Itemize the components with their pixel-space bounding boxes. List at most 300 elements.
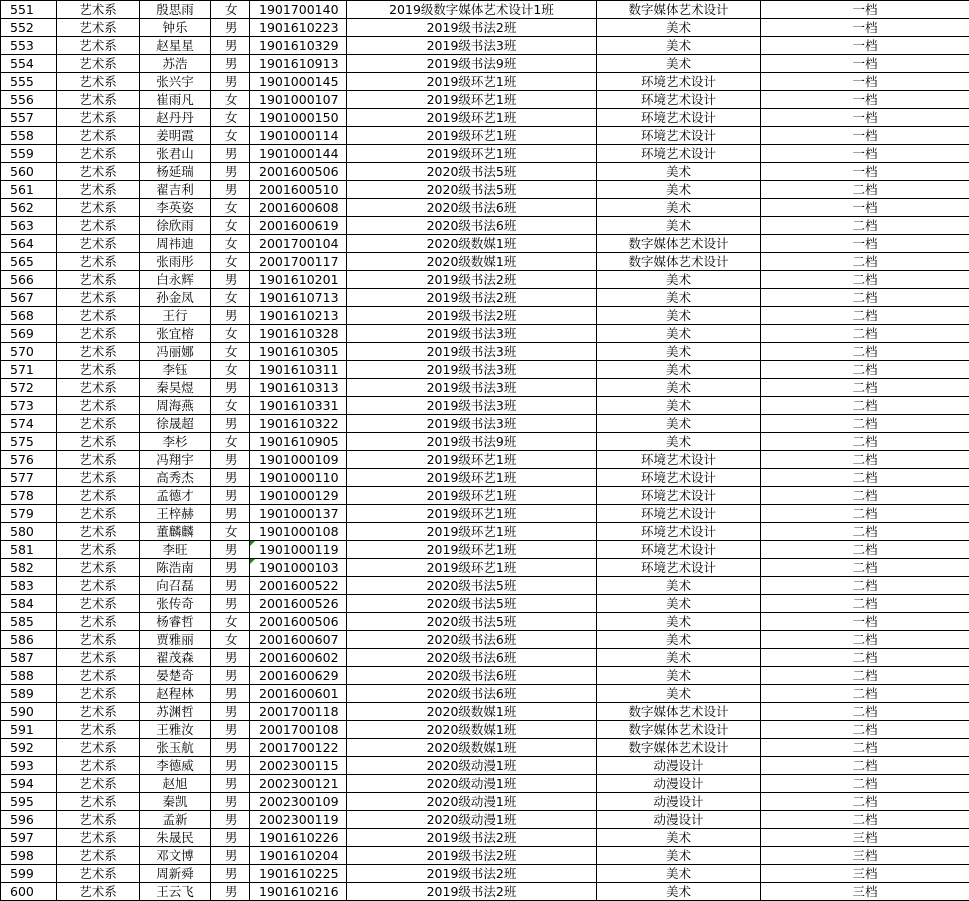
gender-cell[interactable]: 女 <box>211 397 250 415</box>
name-cell[interactable]: 董麟麟 <box>140 523 211 541</box>
class-cell[interactable]: 2019级数字媒体艺术设计1班 <box>347 1 597 19</box>
grade-level-cell[interactable]: 三档 <box>761 829 969 847</box>
student-id-cell[interactable]: 2001600629 <box>250 667 347 685</box>
gender-cell[interactable]: 男 <box>211 703 250 721</box>
major-cell[interactable]: 美术 <box>597 271 761 289</box>
gender-cell[interactable]: 男 <box>211 757 250 775</box>
table-row[interactable] <box>1 577 969 595</box>
department-cell[interactable]: 艺术系 <box>57 343 140 361</box>
row-number-cell[interactable]: 554 <box>1 55 57 73</box>
row-number-cell[interactable]: 552 <box>1 19 57 37</box>
class-cell[interactable]: 2019级书法2班 <box>347 883 597 901</box>
major-cell[interactable]: 数字媒体艺术设计 <box>597 739 761 757</box>
major-cell[interactable]: 美术 <box>597 397 761 415</box>
student-id-cell[interactable]: 1901610216 <box>250 883 347 901</box>
name-cell[interactable]: 冯丽娜 <box>140 343 211 361</box>
student-id-cell[interactable]: 1901610713 <box>250 289 347 307</box>
student-id-cell[interactable]: 2001600607 <box>250 631 347 649</box>
grade-level-cell[interactable]: 二档 <box>761 577 969 595</box>
major-cell[interactable]: 美术 <box>597 433 761 451</box>
department-cell[interactable]: 艺术系 <box>57 847 140 865</box>
table-row[interactable] <box>1 703 969 721</box>
row-number-cell[interactable]: 588 <box>1 667 57 685</box>
row-number-cell[interactable]: 568 <box>1 307 57 325</box>
table-row[interactable] <box>1 469 969 487</box>
grade-level-cell[interactable]: 二档 <box>761 667 969 685</box>
major-cell[interactable]: 美术 <box>597 343 761 361</box>
grade-level-cell[interactable]: 一档 <box>761 19 969 37</box>
class-cell[interactable]: 2019级环艺1班 <box>347 505 597 523</box>
name-cell[interactable]: 杨延瑞 <box>140 163 211 181</box>
row-number-cell[interactable]: 573 <box>1 397 57 415</box>
table-row[interactable] <box>1 523 969 541</box>
gender-cell[interactable]: 男 <box>211 577 250 595</box>
class-cell[interactable]: 2019级书法3班 <box>347 325 597 343</box>
student-id-cell[interactable]: 1901610913 <box>250 55 347 73</box>
name-cell[interactable]: 秦凯 <box>140 793 211 811</box>
student-id-cell[interactable]: 2001700122 <box>250 739 347 757</box>
student-id-cell[interactable]: 2001600608 <box>250 199 347 217</box>
class-cell[interactable]: 2020级动漫1班 <box>347 793 597 811</box>
department-cell[interactable]: 艺术系 <box>57 127 140 145</box>
department-cell[interactable]: 艺术系 <box>57 217 140 235</box>
table-row[interactable] <box>1 685 969 703</box>
class-cell[interactable]: 2019级书法2班 <box>347 847 597 865</box>
table-row[interactable] <box>1 307 969 325</box>
major-cell[interactable]: 美术 <box>597 865 761 883</box>
department-cell[interactable]: 艺术系 <box>57 361 140 379</box>
class-cell[interactable]: 2020级动漫1班 <box>347 811 597 829</box>
major-cell[interactable]: 动漫设计 <box>597 793 761 811</box>
class-cell[interactable]: 2019级书法2班 <box>347 271 597 289</box>
student-id-cell[interactable]: 2001700108 <box>250 721 347 739</box>
department-cell[interactable]: 艺术系 <box>57 253 140 271</box>
row-number-cell[interactable]: 590 <box>1 703 57 721</box>
table-row[interactable] <box>1 541 969 559</box>
student-id-cell[interactable]: 2002300109 <box>250 793 347 811</box>
table-row[interactable] <box>1 73 969 91</box>
gender-cell[interactable]: 男 <box>211 541 250 559</box>
class-cell[interactable]: 2019级环艺1班 <box>347 127 597 145</box>
major-cell[interactable]: 环境艺术设计 <box>597 523 761 541</box>
table-row[interactable] <box>1 739 969 757</box>
class-cell[interactable]: 2020级书法5班 <box>347 577 597 595</box>
grade-level-cell[interactable]: 二档 <box>761 559 969 577</box>
gender-cell[interactable]: 男 <box>211 595 250 613</box>
student-id-cell[interactable]: 2001600619 <box>250 217 347 235</box>
department-cell[interactable]: 艺术系 <box>57 757 140 775</box>
name-cell[interactable]: 杨睿哲 <box>140 613 211 631</box>
name-cell[interactable]: 翟吉利 <box>140 181 211 199</box>
class-cell[interactable]: 2019级环艺1班 <box>347 523 597 541</box>
major-cell[interactable]: 数字媒体艺术设计 <box>597 703 761 721</box>
row-number-cell[interactable]: 585 <box>1 613 57 631</box>
major-cell[interactable]: 美术 <box>597 415 761 433</box>
department-cell[interactable]: 艺术系 <box>57 235 140 253</box>
department-cell[interactable]: 艺术系 <box>57 505 140 523</box>
major-cell[interactable]: 数字媒体艺术设计 <box>597 1 761 19</box>
major-cell[interactable]: 环境艺术设计 <box>597 109 761 127</box>
name-cell[interactable]: 李杉 <box>140 433 211 451</box>
name-cell[interactable]: 晏楚奇 <box>140 667 211 685</box>
student-id-cell[interactable]: 1901610225 <box>250 865 347 883</box>
grade-level-cell[interactable]: 二档 <box>761 325 969 343</box>
class-cell[interactable]: 2020级书法5班 <box>347 181 597 199</box>
major-cell[interactable]: 动漫设计 <box>597 775 761 793</box>
grade-level-cell[interactable]: 一档 <box>761 613 969 631</box>
department-cell[interactable]: 艺术系 <box>57 649 140 667</box>
table-row[interactable] <box>1 559 969 577</box>
grade-level-cell[interactable]: 二档 <box>761 181 969 199</box>
major-cell[interactable]: 美术 <box>597 649 761 667</box>
name-cell[interactable]: 张玉航 <box>140 739 211 757</box>
class-cell[interactable]: 2019级环艺1班 <box>347 451 597 469</box>
class-cell[interactable]: 2020级数媒1班 <box>347 721 597 739</box>
class-cell[interactable]: 2020级书法6班 <box>347 685 597 703</box>
row-number-cell[interactable]: 571 <box>1 361 57 379</box>
table-row[interactable] <box>1 235 969 253</box>
row-number-cell[interactable]: 558 <box>1 127 57 145</box>
name-cell[interactable]: 王行 <box>140 307 211 325</box>
major-cell[interactable]: 环境艺术设计 <box>597 91 761 109</box>
table-row[interactable] <box>1 163 969 181</box>
department-cell[interactable]: 艺术系 <box>57 559 140 577</box>
name-cell[interactable]: 周海燕 <box>140 397 211 415</box>
grade-level-cell[interactable]: 一档 <box>761 1 969 19</box>
table-row[interactable] <box>1 811 969 829</box>
major-cell[interactable]: 环境艺术设计 <box>597 127 761 145</box>
grade-level-cell[interactable]: 二档 <box>761 253 969 271</box>
grade-level-cell[interactable]: 一档 <box>761 163 969 181</box>
major-cell[interactable]: 环境艺术设计 <box>597 559 761 577</box>
gender-cell[interactable]: 男 <box>211 55 250 73</box>
gender-cell[interactable]: 男 <box>211 469 250 487</box>
grade-level-cell[interactable]: 二档 <box>761 469 969 487</box>
name-cell[interactable]: 李钰 <box>140 361 211 379</box>
row-number-cell[interactable]: 556 <box>1 91 57 109</box>
department-cell[interactable]: 艺术系 <box>57 181 140 199</box>
grade-level-cell[interactable]: 二档 <box>761 757 969 775</box>
student-id-cell[interactable]: 1901000108 <box>250 523 347 541</box>
student-id-cell[interactable]: 1901000129 <box>250 487 347 505</box>
class-cell[interactable]: 2019级环艺1班 <box>347 109 597 127</box>
gender-cell[interactable]: 男 <box>211 415 250 433</box>
table-row[interactable] <box>1 595 969 613</box>
class-cell[interactable]: 2019级书法2班 <box>347 865 597 883</box>
major-cell[interactable]: 美术 <box>597 613 761 631</box>
department-cell[interactable]: 艺术系 <box>57 523 140 541</box>
class-cell[interactable]: 2019级环艺1班 <box>347 91 597 109</box>
major-cell[interactable]: 美术 <box>597 595 761 613</box>
gender-cell[interactable]: 男 <box>211 505 250 523</box>
class-cell[interactable]: 2019级书法9班 <box>347 433 597 451</box>
student-id-cell[interactable]: 2001700118 <box>250 703 347 721</box>
table-row[interactable] <box>1 37 969 55</box>
table-row[interactable] <box>1 433 969 451</box>
row-number-cell[interactable]: 560 <box>1 163 57 181</box>
major-cell[interactable]: 美术 <box>597 181 761 199</box>
student-id-cell[interactable]: 2001600506 <box>250 163 347 181</box>
student-id-cell[interactable]: 1901610331 <box>250 397 347 415</box>
department-cell[interactable]: 艺术系 <box>57 433 140 451</box>
student-id-cell[interactable]: 2001600602 <box>250 649 347 667</box>
major-cell[interactable]: 环境艺术设计 <box>597 487 761 505</box>
grade-level-cell[interactable]: 二档 <box>761 505 969 523</box>
name-cell[interactable]: 李德威 <box>140 757 211 775</box>
row-number-cell[interactable]: 584 <box>1 595 57 613</box>
row-number-cell[interactable]: 570 <box>1 343 57 361</box>
name-cell[interactable]: 王梓赫 <box>140 505 211 523</box>
class-cell[interactable]: 2019级环艺1班 <box>347 145 597 163</box>
class-cell[interactable]: 2020级书法5班 <box>347 163 597 181</box>
gender-cell[interactable]: 男 <box>211 163 250 181</box>
name-cell[interactable]: 张兴宇 <box>140 73 211 91</box>
major-cell[interactable]: 美术 <box>597 55 761 73</box>
gender-cell[interactable]: 女 <box>211 235 250 253</box>
table-row[interactable] <box>1 505 969 523</box>
department-cell[interactable]: 艺术系 <box>57 865 140 883</box>
major-cell[interactable]: 美术 <box>597 883 761 901</box>
class-cell[interactable]: 2019级书法3班 <box>347 397 597 415</box>
grade-level-cell[interactable]: 二档 <box>761 793 969 811</box>
row-number-cell[interactable]: 597 <box>1 829 57 847</box>
row-number-cell[interactable]: 564 <box>1 235 57 253</box>
name-cell[interactable]: 高秀杰 <box>140 469 211 487</box>
name-cell[interactable]: 苏渊哲 <box>140 703 211 721</box>
major-cell[interactable]: 美术 <box>597 289 761 307</box>
table-row[interactable] <box>1 631 969 649</box>
table-row[interactable] <box>1 487 969 505</box>
major-cell[interactable]: 环境艺术设计 <box>597 145 761 163</box>
student-id-cell[interactable]: 1901610322 <box>250 415 347 433</box>
student-id-cell[interactable]: 2001600506 <box>250 613 347 631</box>
major-cell[interactable]: 美术 <box>597 199 761 217</box>
name-cell[interactable]: 姜明霞 <box>140 127 211 145</box>
major-cell[interactable]: 美术 <box>597 685 761 703</box>
table-row[interactable] <box>1 451 969 469</box>
class-cell[interactable]: 2019级书法3班 <box>347 361 597 379</box>
table-row[interactable] <box>1 91 969 109</box>
row-number-cell[interactable]: 566 <box>1 271 57 289</box>
gender-cell[interactable]: 男 <box>211 271 250 289</box>
gender-cell[interactable]: 男 <box>211 379 250 397</box>
department-cell[interactable]: 艺术系 <box>57 541 140 559</box>
gender-cell[interactable]: 女 <box>211 361 250 379</box>
name-cell[interactable]: 李旺 <box>140 541 211 559</box>
student-id-cell[interactable]: 1901700140 <box>250 1 347 19</box>
major-cell[interactable]: 美术 <box>597 325 761 343</box>
table-row[interactable] <box>1 649 969 667</box>
row-number-cell[interactable]: 579 <box>1 505 57 523</box>
grade-level-cell[interactable]: 二档 <box>761 541 969 559</box>
major-cell[interactable]: 环境艺术设计 <box>597 73 761 91</box>
class-cell[interactable]: 2019级书法3班 <box>347 379 597 397</box>
grade-level-cell[interactable]: 二档 <box>761 361 969 379</box>
name-cell[interactable]: 张君山 <box>140 145 211 163</box>
major-cell[interactable]: 动漫设计 <box>597 757 761 775</box>
table-row[interactable] <box>1 415 969 433</box>
grade-level-cell[interactable]: 一档 <box>761 199 969 217</box>
grade-level-cell[interactable]: 三档 <box>761 865 969 883</box>
gender-cell[interactable]: 女 <box>211 523 250 541</box>
major-cell[interactable]: 美术 <box>597 163 761 181</box>
gender-cell[interactable]: 女 <box>211 91 250 109</box>
class-cell[interactable]: 2020级书法6班 <box>347 217 597 235</box>
name-cell[interactable]: 孙金凤 <box>140 289 211 307</box>
department-cell[interactable]: 艺术系 <box>57 829 140 847</box>
gender-cell[interactable]: 女 <box>211 631 250 649</box>
table-row[interactable] <box>1 865 969 883</box>
table-row[interactable] <box>1 199 969 217</box>
table-row[interactable] <box>1 127 969 145</box>
department-cell[interactable]: 艺术系 <box>57 271 140 289</box>
student-id-cell[interactable]: 1901000145 <box>250 73 347 91</box>
gender-cell[interactable]: 女 <box>211 217 250 235</box>
department-cell[interactable]: 艺术系 <box>57 451 140 469</box>
student-id-cell[interactable]: 2001700104 <box>250 235 347 253</box>
student-id-cell[interactable]: 2001600510 <box>250 181 347 199</box>
grade-level-cell[interactable]: 二档 <box>761 433 969 451</box>
row-number-cell[interactable]: 589 <box>1 685 57 703</box>
major-cell[interactable]: 美术 <box>597 667 761 685</box>
name-cell[interactable]: 翟茂森 <box>140 649 211 667</box>
table-row[interactable] <box>1 19 969 37</box>
department-cell[interactable]: 艺术系 <box>57 73 140 91</box>
row-number-cell[interactable]: 562 <box>1 199 57 217</box>
gender-cell[interactable]: 男 <box>211 487 250 505</box>
gender-cell[interactable]: 男 <box>211 73 250 91</box>
grade-level-cell[interactable]: 二档 <box>761 343 969 361</box>
table-row[interactable] <box>1 289 969 307</box>
gender-cell[interactable]: 男 <box>211 559 250 577</box>
row-number-cell[interactable]: 583 <box>1 577 57 595</box>
row-number-cell[interactable]: 600 <box>1 883 57 901</box>
name-cell[interactable]: 张雨彤 <box>140 253 211 271</box>
student-id-cell[interactable]: 1901000137 <box>250 505 347 523</box>
gender-cell[interactable]: 男 <box>211 145 250 163</box>
department-cell[interactable]: 艺术系 <box>57 37 140 55</box>
class-cell[interactable]: 2020级数媒1班 <box>347 703 597 721</box>
gender-cell[interactable]: 女 <box>211 1 250 19</box>
table-row[interactable] <box>1 1 969 19</box>
department-cell[interactable]: 艺术系 <box>57 145 140 163</box>
table-row[interactable] <box>1 613 969 631</box>
student-id-cell[interactable]: 1901610204 <box>250 847 347 865</box>
row-number-cell[interactable]: 595 <box>1 793 57 811</box>
class-cell[interactable]: 2020级书法5班 <box>347 595 597 613</box>
gender-cell[interactable]: 女 <box>211 325 250 343</box>
department-cell[interactable]: 艺术系 <box>57 415 140 433</box>
department-cell[interactable]: 艺术系 <box>57 307 140 325</box>
grade-level-cell[interactable]: 二档 <box>761 685 969 703</box>
table-row[interactable] <box>1 775 969 793</box>
grade-level-cell[interactable]: 二档 <box>761 289 969 307</box>
gender-cell[interactable]: 女 <box>211 289 250 307</box>
gender-cell[interactable]: 男 <box>211 811 250 829</box>
name-cell[interactable]: 赵星星 <box>140 37 211 55</box>
grade-level-cell[interactable]: 二档 <box>761 739 969 757</box>
grade-level-cell[interactable]: 一档 <box>761 91 969 109</box>
class-cell[interactable]: 2019级书法2班 <box>347 829 597 847</box>
row-number-cell[interactable]: 598 <box>1 847 57 865</box>
row-number-cell[interactable]: 594 <box>1 775 57 793</box>
student-id-cell[interactable]: 2001600526 <box>250 595 347 613</box>
name-cell[interactable]: 赵丹丹 <box>140 109 211 127</box>
name-cell[interactable]: 向召磊 <box>140 577 211 595</box>
student-id-cell[interactable]: 1901610213 <box>250 307 347 325</box>
class-cell[interactable]: 2019级书法3班 <box>347 37 597 55</box>
grade-level-cell[interactable]: 二档 <box>761 451 969 469</box>
class-cell[interactable]: 2019级书法2班 <box>347 19 597 37</box>
class-cell[interactable]: 2020级数媒1班 <box>347 235 597 253</box>
gender-cell[interactable]: 男 <box>211 649 250 667</box>
student-id-cell[interactable]: 1901000150 <box>250 109 347 127</box>
student-id-cell[interactable]: 1901610328 <box>250 325 347 343</box>
class-cell[interactable]: 2019级书法2班 <box>347 289 597 307</box>
major-cell[interactable]: 环境艺术设计 <box>597 469 761 487</box>
name-cell[interactable]: 陈浩南 <box>140 559 211 577</box>
student-id-cell[interactable]: 2002300115 <box>250 757 347 775</box>
gender-cell[interactable]: 男 <box>211 829 250 847</box>
class-cell[interactable]: 2020级书法6班 <box>347 631 597 649</box>
name-cell[interactable]: 钟乐 <box>140 19 211 37</box>
department-cell[interactable]: 艺术系 <box>57 199 140 217</box>
gender-cell[interactable]: 男 <box>211 307 250 325</box>
gender-cell[interactable]: 女 <box>211 253 250 271</box>
grade-level-cell[interactable]: 二档 <box>761 271 969 289</box>
table-row[interactable] <box>1 793 969 811</box>
class-cell[interactable]: 2020级动漫1班 <box>347 757 597 775</box>
student-id-cell[interactable]: 2001600601 <box>250 685 347 703</box>
student-id-cell[interactable]: 1901610311 <box>250 361 347 379</box>
gender-cell[interactable]: 男 <box>211 667 250 685</box>
row-number-cell[interactable]: 587 <box>1 649 57 667</box>
class-cell[interactable]: 2019级环艺1班 <box>347 559 597 577</box>
row-number-cell[interactable]: 582 <box>1 559 57 577</box>
name-cell[interactable]: 白永辉 <box>140 271 211 289</box>
gender-cell[interactable]: 女 <box>211 109 250 127</box>
table-row[interactable] <box>1 253 969 271</box>
major-cell[interactable]: 美术 <box>597 829 761 847</box>
name-cell[interactable]: 周祎迪 <box>140 235 211 253</box>
major-cell[interactable]: 数字媒体艺术设计 <box>597 721 761 739</box>
major-cell[interactable]: 数字媒体艺术设计 <box>597 253 761 271</box>
class-cell[interactable]: 2019级环艺1班 <box>347 487 597 505</box>
class-cell[interactable]: 2020级数媒1班 <box>347 253 597 271</box>
gender-cell[interactable]: 女 <box>211 343 250 361</box>
name-cell[interactable]: 徐欣雨 <box>140 217 211 235</box>
department-cell[interactable]: 艺术系 <box>57 469 140 487</box>
gender-cell[interactable]: 男 <box>211 181 250 199</box>
class-cell[interactable]: 2020级数媒1班 <box>347 739 597 757</box>
grade-level-cell[interactable]: 二档 <box>761 217 969 235</box>
class-cell[interactable]: 2019级书法9班 <box>347 55 597 73</box>
row-number-cell[interactable]: 581 <box>1 541 57 559</box>
grade-level-cell[interactable]: 一档 <box>761 37 969 55</box>
table-row[interactable] <box>1 757 969 775</box>
department-cell[interactable]: 艺术系 <box>57 163 140 181</box>
name-cell[interactable]: 王云飞 <box>140 883 211 901</box>
name-cell[interactable]: 张传奇 <box>140 595 211 613</box>
department-cell[interactable]: 艺术系 <box>57 397 140 415</box>
student-id-cell[interactable]: 1901610905 <box>250 433 347 451</box>
name-cell[interactable]: 周新舜 <box>140 865 211 883</box>
class-cell[interactable]: 2020级书法6班 <box>347 649 597 667</box>
student-id-cell[interactable]: 1901000110 <box>250 469 347 487</box>
department-cell[interactable]: 艺术系 <box>57 703 140 721</box>
gender-cell[interactable]: 男 <box>211 739 250 757</box>
student-id-cell[interactable]: 1901610329 <box>250 37 347 55</box>
